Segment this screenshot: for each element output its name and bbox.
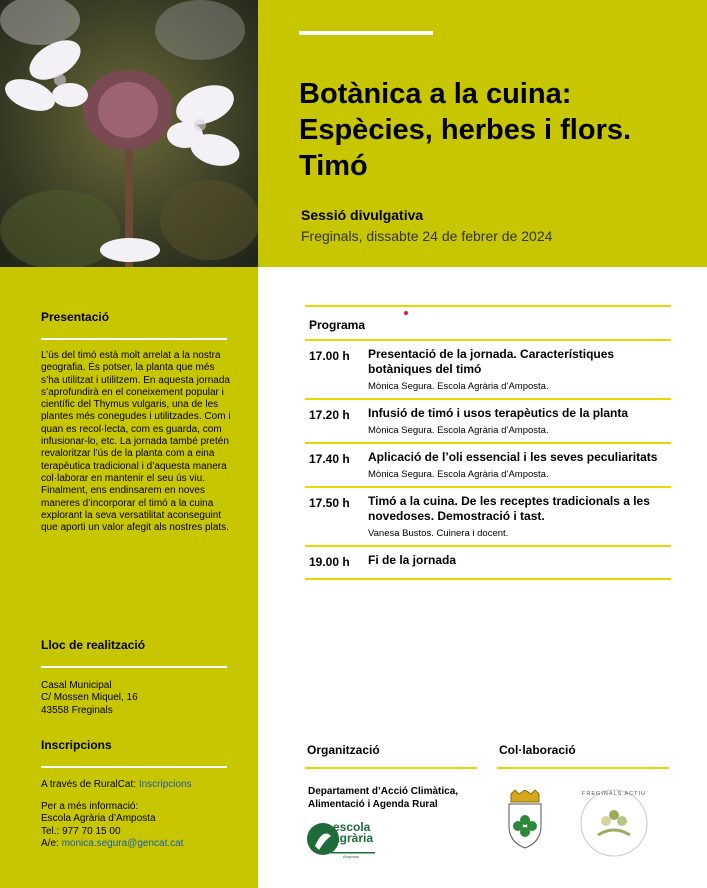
presentation-text: L’ús del timó està molt arrelat a la nostra geografia. És potser, la planta que més s’ha utilitzat i utilitzem. En aquesta jornada s’aprofundirà en el coneixement popular i científic del Thymus vulgaris, una de les plantes més conegudes i utilitzades. Com i quan es recol·lecta, com es guarda, com infusionar-lo, etc. La jornada també pretén revaloritzar l’ús de la planta com a eina terapèutica tradicional i d’aquesta manera col·laborar en mantenir el seu ús viu. Finalment, ens endinsarem en noves maneres d’incorporar el timó a la cuina explorant la seva versatilitat aconseguint que aporti un valor afegit als nostres plats. [41, 350, 231, 534]
program-table [305, 305, 671, 580]
contact-line: Escola Agrària d’Amposta [41, 813, 156, 825]
escola-agraria-logo-sub: Amposta [343, 854, 359, 859]
contact-email-line [41, 838, 233, 850]
venue-line: Casal Municipal [41, 680, 112, 691]
collaboration-heading: Col·laboració [499, 743, 576, 757]
session-type: Sessió divulgativa [301, 207, 424, 223]
program-speaker: Mònica Segura. Escola Agrària d’Amposta. [368, 425, 549, 436]
title-line: Timó [299, 150, 368, 182]
program-heading: Programa [309, 318, 366, 332]
presentation-heading: Presentació [41, 310, 110, 324]
title-line: Botànica a la cuina: [299, 78, 572, 110]
program-activity: Presentació de la jornada. Característiques botàniques del timó [368, 347, 615, 376]
organization-heading: Organització [307, 743, 380, 757]
title-line: Espècies, herbes i flors. [299, 114, 632, 146]
email-link[interactable]: monica.segura@gencat.cat [61, 837, 184, 849]
registration-via [41, 779, 233, 791]
freginals-actiu-logo-graphic [578, 787, 650, 859]
program-row [305, 545, 671, 578]
contact-line: Tel.: 977 70 15 00 [41, 825, 121, 837]
program-activity: Infusió de timó i usos terapèutics de la planta [368, 406, 629, 420]
registration-link[interactable]: Inscripcions [138, 779, 192, 790]
sidebar [0, 267, 258, 888]
program-speaker: Mònica Segura. Escola Agrària d’Amposta. [368, 469, 549, 480]
program-row [305, 486, 671, 545]
header-panel [258, 0, 707, 267]
freginals-actiu-text: FREGINALS ACTIU [582, 791, 646, 797]
program-time: 17.40 h [309, 452, 350, 466]
department-name: Departament d’Acció Climàtica, Alimentació i Agenda Rural [308, 786, 459, 810]
venue-line: 43558 Freginals [41, 704, 113, 716]
program-time: 17.20 h [309, 408, 350, 422]
program-row [305, 339, 671, 398]
escola-agraria-logo-text [333, 822, 373, 844]
thyme-flower-photo [0, 0, 258, 267]
venue-line: C/ Mossen Miquel, 16 [41, 692, 138, 704]
freginals-coat-of-arms [505, 790, 545, 850]
escola-agraria-logo [307, 822, 377, 862]
program-time: 17.00 h [309, 349, 350, 363]
program-speaker: Mònica Segura. Escola Agrària d’Amposta. [368, 381, 549, 392]
coat-of-arms-graphic [505, 790, 545, 850]
registration-heading: Inscripcions [41, 738, 112, 752]
venue-address [41, 680, 233, 717]
venue-rule [41, 666, 227, 668]
organization-rule [305, 767, 477, 769]
contact-line: Per a més informació: [41, 801, 139, 812]
program-row [305, 442, 671, 486]
program-activity: Aplicació de l’oli essencial i les seves peculiaritats [368, 450, 658, 464]
venue-heading: Lloc de realització [41, 638, 146, 652]
program-activity: Timó a la cuina. De les receptes tradicionals a les novedoses. Demostració i tast. [368, 494, 650, 523]
program-activity: Fi de la jornada [368, 553, 457, 567]
logo-word: escola [333, 820, 371, 834]
collaboration-rule [497, 767, 669, 769]
program-row [305, 398, 671, 442]
email-prefix: A/e: [41, 837, 62, 849]
page-title [299, 76, 699, 184]
program-time: 19.00 h [309, 555, 350, 569]
logo-word: agrària [333, 831, 374, 845]
contact-info [41, 801, 233, 850]
event-date: Freginals, dissabte 24 de febrer de 2024 [301, 228, 553, 244]
photo-illustration [0, 0, 258, 267]
registration-rule [41, 766, 227, 768]
presentation-rule [41, 338, 227, 340]
program-bottom-rule [305, 578, 671, 580]
registration-via-prefix: A través de RuralCat: [41, 779, 139, 790]
freginals-actiu-logo [578, 787, 650, 859]
header-top-rule [299, 31, 433, 35]
program-time: 17.50 h [309, 496, 350, 510]
program-speaker: Vanesa Bustos. Cuinera i docent. [368, 528, 509, 539]
